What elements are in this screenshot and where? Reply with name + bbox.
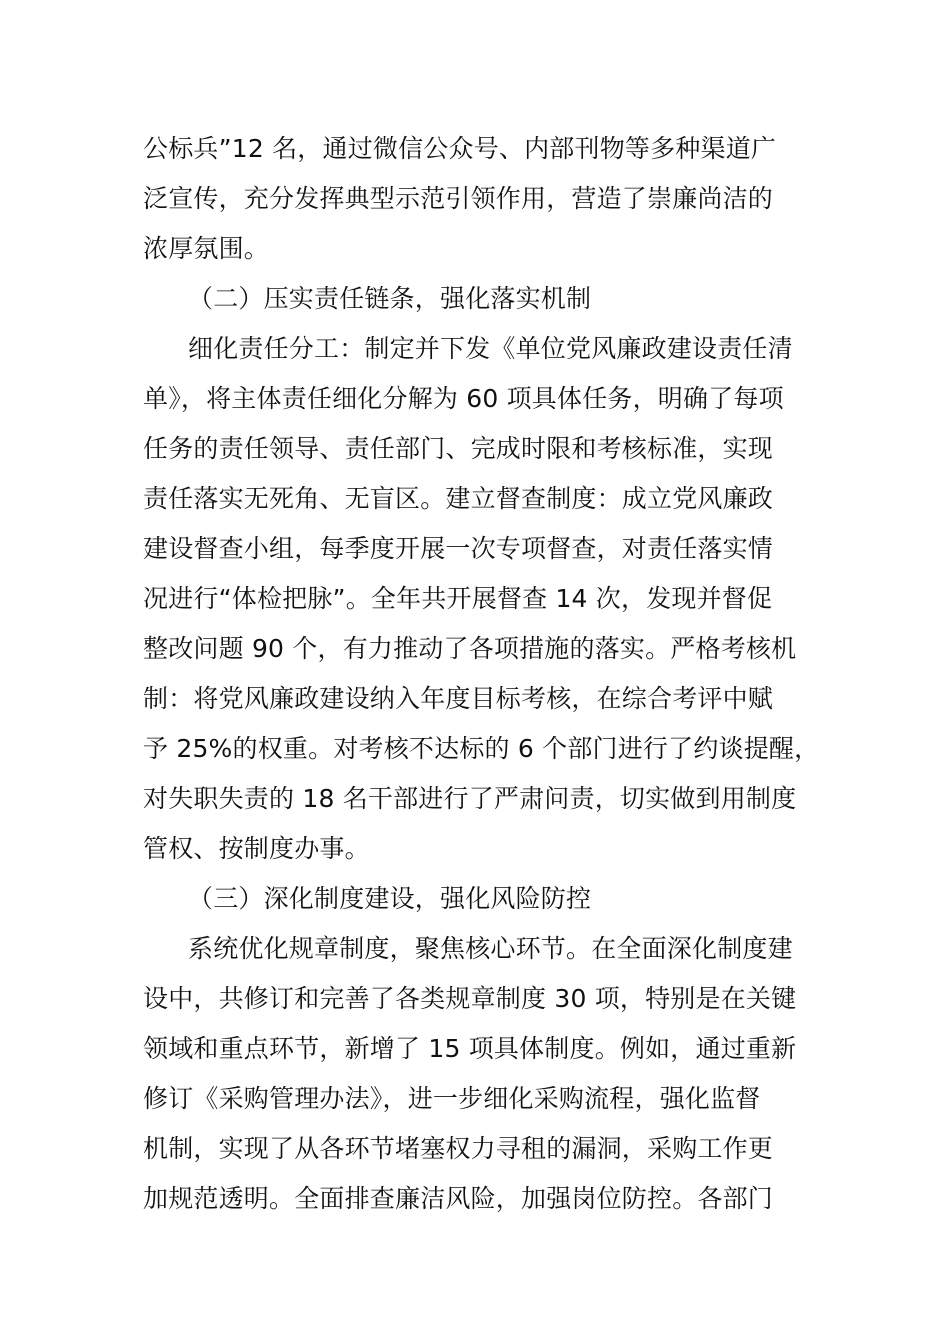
paragraph-line: 管权、按制度办事。 (143, 834, 370, 863)
paragraph-line: 修订《采购管理办法》，进一步细化采购流程，强化监督 (143, 1084, 761, 1113)
paragraph-line: 任务的责任领导、责任部门、完成时限和考核标准，实现 (143, 434, 774, 463)
paragraph-line: 加规范透明。全面排查廉洁风险，加强岗位防控。各部门 (143, 1184, 774, 1213)
paragraph-line: 制：将党风廉政建设纳入年度目标考核，在综合考评中赋 (143, 684, 774, 713)
paragraph-line: 领域和重点环节，新增了 15 项具体制度。例如，通过重新 (143, 1034, 797, 1063)
paragraph-line: 对失职失责的 18 名干部进行了严肃问责，切实做到用制度 (143, 784, 797, 813)
section-heading-3: （三）深化制度建设，强化风险防控 (188, 884, 592, 913)
paragraph-line: 设中，共修订和完善了各类规章制度 30 项，特别是在关键 (143, 984, 797, 1013)
paragraph-line: 泛宣传，充分发挥典型示范引领作用，营造了崇廉尚洁的 (143, 184, 774, 213)
paragraph-line: 责任落实无死角、无盲区。建立督查制度：成立党风廉政 (143, 484, 774, 513)
paragraph-line: 整改问题 90 个，有力推动了各项措施的落实。严格考核机 (143, 634, 797, 663)
paragraph-line: 予 25%的权重。对考核不达标的 6 个部门进行了约谈提醒， (143, 734, 820, 763)
paragraph-line: 浓厚氛围。 (143, 234, 270, 263)
paragraph-line: 况进行“体检把脉”。全年共开展督查 14 次，发现并督促 (143, 584, 773, 613)
paragraph-line: 系统优化规章制度，聚焦核心环节。在全面深化制度建 (188, 934, 793, 963)
paragraph-line: 机制，实现了从各环节堵塞权力寻租的漏洞，采购工作更 (143, 1134, 774, 1163)
paragraph-line: 公标兵”12 名，通过微信公众号、内部刊物等多种渠道广 (143, 134, 777, 163)
paragraph-line: 建设督查小组，每季度开展一次专项督查，对责任落实情 (143, 534, 774, 563)
paragraph-line: 细化责任分工：制定并下发《单位党风廉政建设责任清 (188, 334, 793, 363)
section-heading-2: （二）压实责任链条，强化落实机制 (188, 284, 592, 313)
paragraph-line: 单》，将主体责任细化分解为 60 项具体任务，明确了每项 (143, 384, 784, 413)
